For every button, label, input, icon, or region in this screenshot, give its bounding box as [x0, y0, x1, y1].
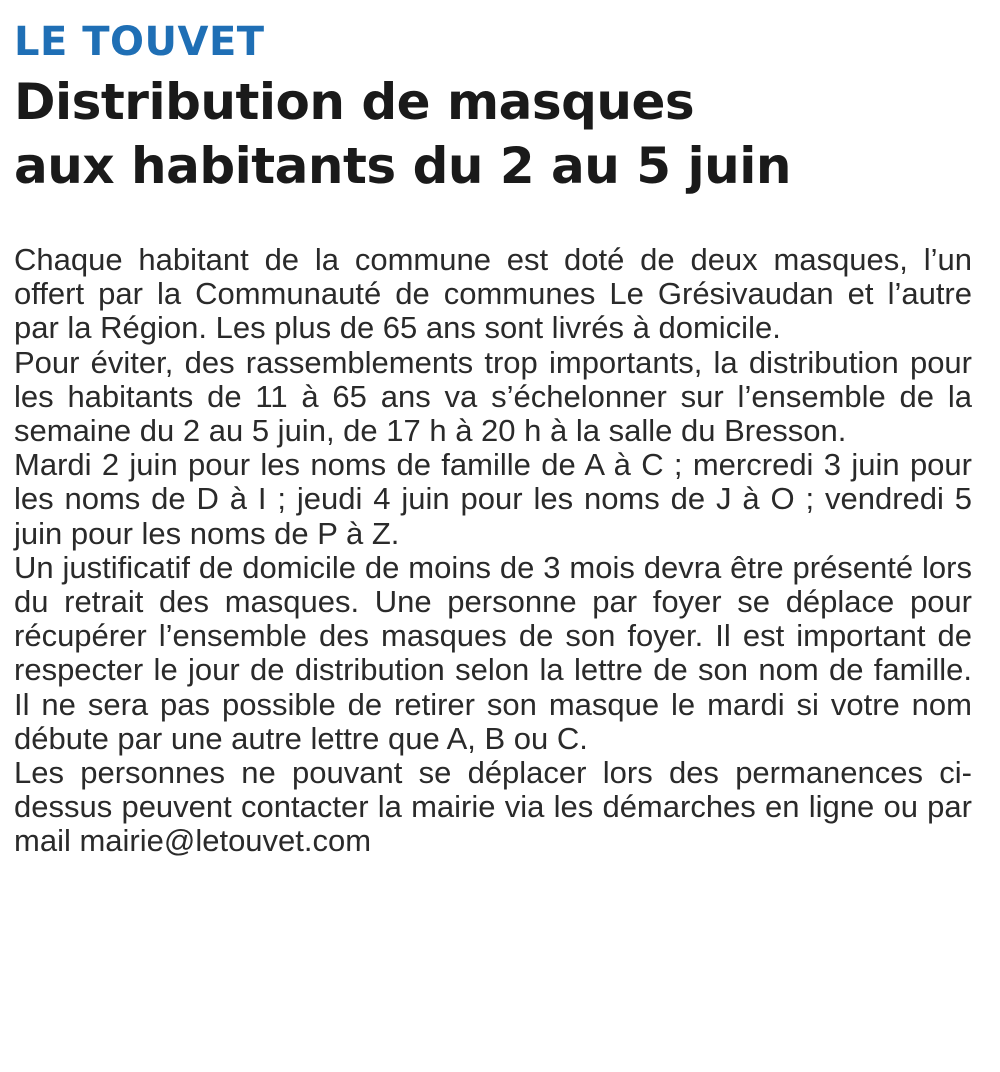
- paragraph-contact: Les personnes ne pouvant se déplacer lors des permanences ci-dessus peuvent contacter la mairie via les démarches en ligne ou par mail mairie@letouvet.com: [14, 755, 972, 859]
- paragraph-days: Mardi 2 juin pour les noms de famille de A à C ; mercredi 3 juin pour les noms de D à I ; jeudi 4 juin pour les noms de J à O ; vendredi 5 juin pour les noms de P à Z.: [14, 447, 972, 551]
- article-kicker: LE TOUVET: [14, 19, 265, 65]
- paragraph-schedule: Pour éviter, des rassemblements trop importants, la distribution pour les habitants de 11 à 65 ans va s’échelonner sur l’ensemble de la semaine du 2 au 5 juin, de 17 h à 20 h à la salle du Bresson.: [14, 344, 972, 449]
- paragraph-masks: Chaque habitant de la commune est doté de deux masques, l’un offert par la Communauté de communes Le Grésivaudan et l’autre par la Région. Les plus de 65 ans sont livrés à domicile.: [14, 242, 972, 346]
- article: [14, 18, 972, 859]
- article-headline: [14, 70, 972, 198]
- headline-line-2: aux habitants du 2 au 5 juin: [14, 137, 791, 195]
- paragraph-requirements: Un justificatif de domicile de moins de 3 mois devra être présenté lors du retrait des masques. Une personne par foyer se déplace pour récupérer l’ensemble des masques de son foyer. Il est important de respecter le jour de distribution selon la lettre de son nom de famille. Il ne sera pas possible de retirer son masque le mardi si votre nom débute par une autre lettre que A, B ou C.: [14, 549, 972, 756]
- article-body: [14, 243, 972, 859]
- headline-line-1: Distribution de masques: [14, 73, 695, 131]
